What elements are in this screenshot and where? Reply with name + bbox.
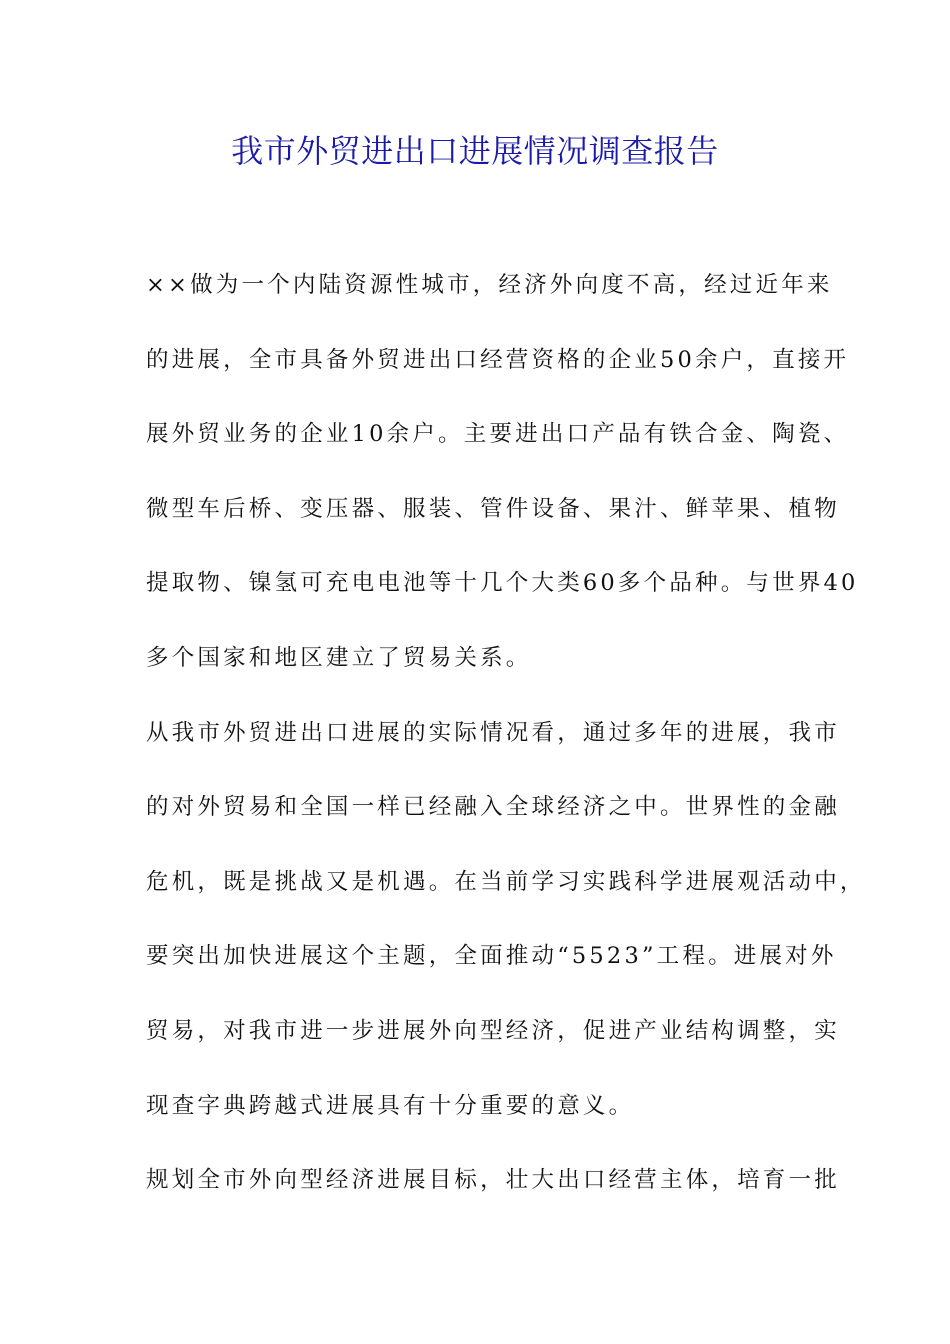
text-line: 多个国家和地区建立了贸易关系。 [146,644,532,671]
text-line: ××做为一个内陆资源性城市，经济外向度不高，经过近年来 [146,272,833,298]
text-line: 的进展，全市具备外贸进出口经营资格的企业50余户，直接开 [146,346,850,373]
text-line: 微型车后桥、变压器、服装、管件设备、果汁、鲜苹果、植物 [146,495,840,522]
text-line: 规划全市外向型经济进展目标，壮大出口经营主体，培育一批 [146,1167,840,1194]
text-line: 贸易，对我市进一步进展外向型经济，促进产业结构调整，实 [146,1017,840,1044]
document-body [146,259,866,1229]
text-line: 从我市外贸进出口进展的实际情况看，通过多年的进展，我市 [146,719,840,746]
document-title: 我市外贸进出口进展情况调查报告 [231,132,719,170]
text-line: 提取物、镍氢可充电电池等十几个大类60多个品种。与世界40 [146,570,859,597]
text-line: 展外贸业务的企业10余户。主要进出口产品有铁合金、陶瓷、 [146,421,850,448]
text-line: 的对外贸易和全国一样已经融入全球经济之中。世界性的金融 [146,794,840,821]
text-line: 危机，既是挑战又是机遇。在当前学习实践科学进展观活动中， [146,868,866,895]
text-line: 要突出加快进展这个主题，全面推动“5523”工程。进展对外 [146,943,837,970]
text-line: 现查字典跨越式进展具有十分重要的意义。 [146,1092,635,1119]
